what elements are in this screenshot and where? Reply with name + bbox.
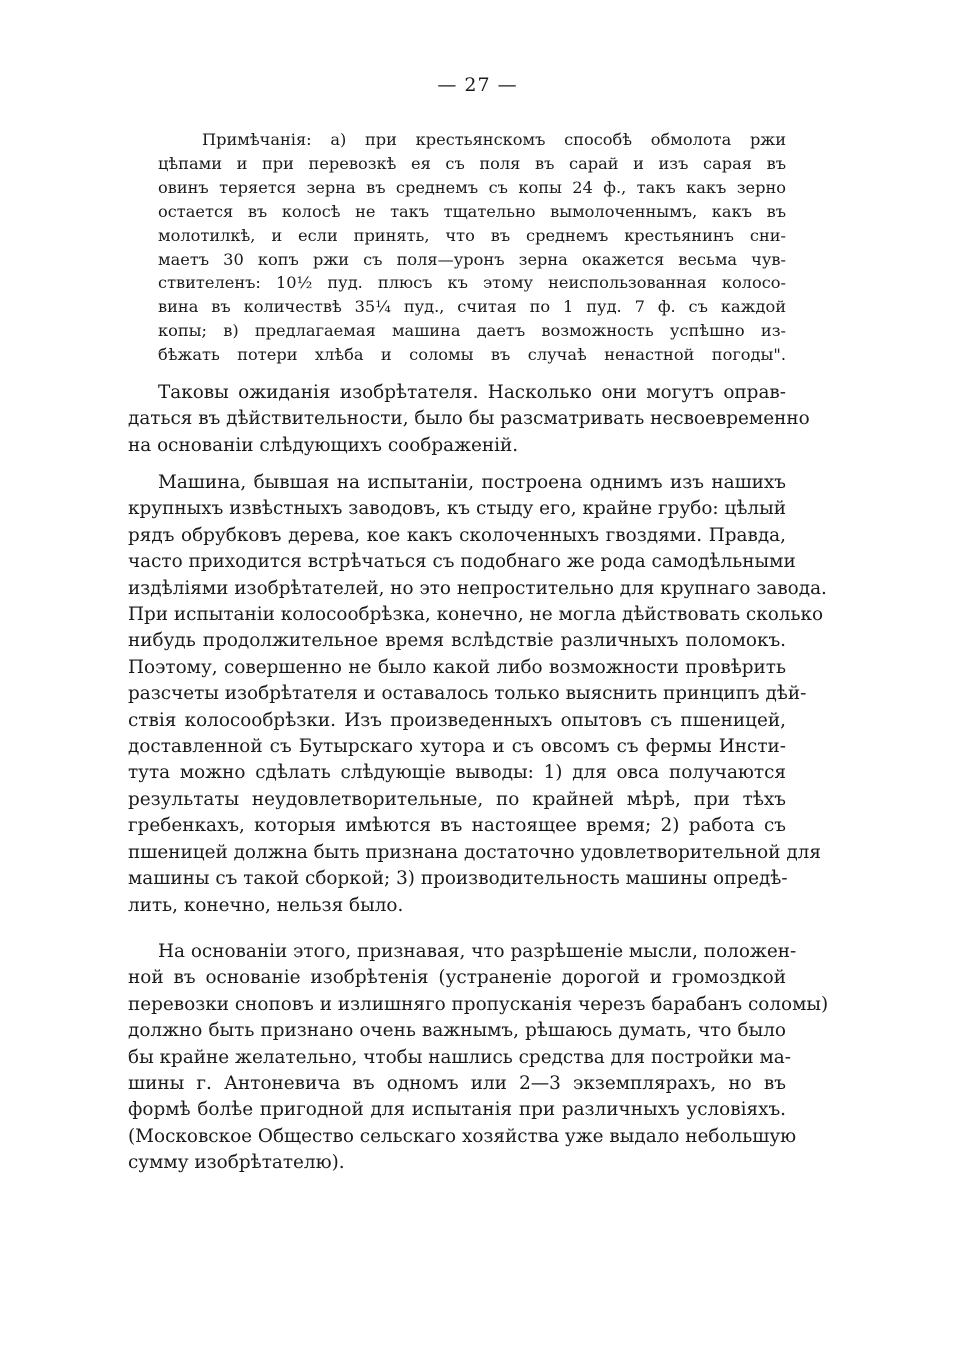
paragraph-2 [128,470,827,919]
note-line: овинъ теряется зерна въ среднемъ съ копы 24 ф., такъ какъ зерно [158,177,786,197]
paragraph-line: тута можно сдѣлать слѣдующіе выводы: 1) для овса получаются [128,762,786,784]
paragraph-1 [128,380,810,459]
paragraph-line: крупныхъ извѣстныхъ заводовъ, къ стыду его, крайне грубо: цѣлый [128,498,786,520]
paragraph-line: (Московское Общество сельскаго хозяйства уже выдало небольшую [128,1125,797,1147]
note-line: вина въ количествѣ 35¼ пуд., считая по 1 пуд. 7 ф. съ каждой [158,297,786,317]
paragraph-line: машины съ такой сборкой; 3) производительность машины опредѣ- [128,868,788,890]
paragraph-line: ной въ основаніе изобрѣтенія (устраненіе дорогой и громоздкой [128,967,786,989]
note-line: остается въ колосѣ не такъ тщательно вымолоченнымъ, какъ въ [158,201,786,221]
paragraph-line: разсчеты изобрѣтателя и оставалось только выяснить принципъ дѣй- [128,683,807,705]
paragraph-line: формѣ болѣе пригодной для испытанія при различныхъ условіяхъ. [128,1099,786,1121]
note-line: бѣжать потери хлѣба и соломы въ случаѣ ненастной погоды". [158,345,786,365]
paragraph-line: На основаніи этого, признавая, что разрѣшеніе мысли, положен- [158,941,797,962]
note-line: Примѣчанія: а) при крестьянскомъ способѣ обмолота ржи [202,130,786,149]
paragraph-line: При испытаніи колосообрѣзка, конечно, не могла дѣйствовать сколько [128,604,824,626]
paragraph-line: гребенкахъ, которыя имѣются въ настоящее время; 2) работа съ [128,815,786,837]
paragraph-line: доставленной съ Бутырскаго хутора и съ овсомъ съ фермы Инсти- [128,736,786,758]
paragraph-line: Поэтому, совершенно не было какой либо возможности провѣрить [128,656,786,678]
paragraph-line: бы крайне желательно, чтобы нашлись средства для постройки ма- [128,1046,791,1068]
paragraph-line: сумму изобрѣтателю). [128,1152,345,1174]
note-line: копы; в) предлагаемая машина даетъ возможность успѣшно из- [158,321,786,341]
footnote-block [158,128,786,367]
paragraph-line: ствія колосообрѣзки. Изъ произведенныхъ опытовъ съ пшеницей, [128,709,786,731]
paragraph-line: пшеницей должна быть признана достаточно удовлетворительной для [128,841,821,863]
paragraph-line: результаты неудовлетворительные, по крайней мѣрѣ, при тѣхъ [128,788,786,810]
page-number: — 27 — [437,74,518,96]
note-line: цѣпами и при перевозкѣ ея съ поля въ сарай и изъ сарая въ [158,153,786,173]
paragraph-line: даться въ дѣйствительности, было бы разсматривать несвоевременно [128,408,810,430]
paragraph-line: Машина, бывшая на испытаніи, построена однимъ изъ нашихъ [158,472,786,493]
paragraph-line: перевозки сноповъ и излишняго пропусканія черезъ барабанъ соломы) [128,993,829,1015]
paragraph-line: Таковы ожиданія изобрѣтателя. Насколько они могутъ оправ- [158,382,786,403]
paragraph-line: на основаніи слѣдующихъ соображеній. [128,434,519,456]
note-line: ствителенъ: 10½ пуд. плюсъ къ этому неиспользованная колосо- [158,273,786,293]
paragraph-line: часто приходится встрѣчаться съ подобнаго же рода самодѣльными [128,551,796,573]
paragraph-line: должно быть признано очень важнымъ, рѣшаюсь думать, что было [128,1020,786,1042]
paragraph-line: рядъ обрубковъ дерева, кое какъ сколоченныхъ гвоздями. Правда, [128,524,786,546]
note-line: молотилкѣ, и если принять, что въ среднемъ крестьянинъ сни- [158,225,786,245]
paragraph-3 [128,939,829,1177]
paragraph-line: нибудь продолжительное время вслѣдствіе различныхъ поломокъ. [128,630,786,652]
note-line: маетъ 30 копъ ржи съ поля—уронъ зерна окажется весьма чув- [158,249,786,269]
paragraph-line: лить, конечно, нельзя было. [128,894,404,916]
paragraph-line: издѣліями изобрѣтателей, но это непростительно для крупнаго завода. [128,577,827,599]
paragraph-line: шины г. Антоневича въ одномъ или 2—3 экземплярахъ, но въ [128,1073,786,1095]
